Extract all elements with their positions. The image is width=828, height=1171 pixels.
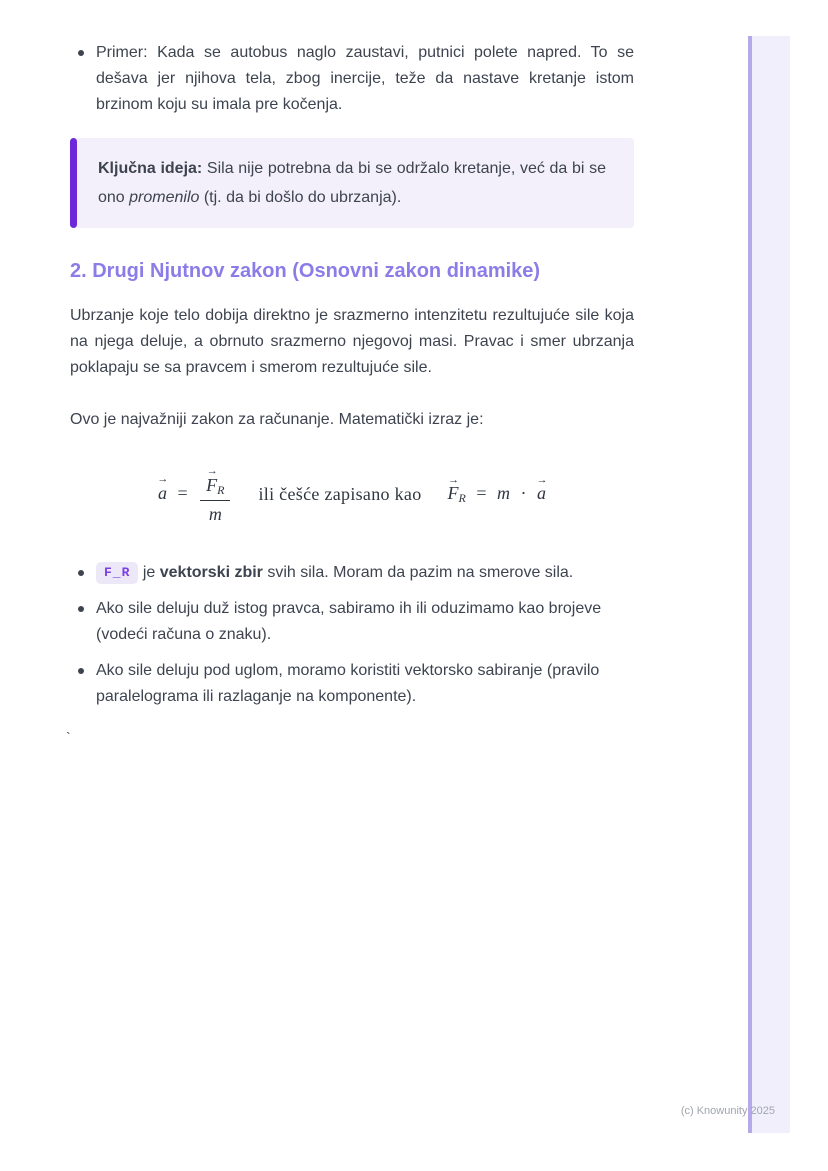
vector-arrow-icon: → xyxy=(206,465,218,478)
vector-a: → a xyxy=(536,473,548,504)
formula-rhs xyxy=(447,473,548,506)
list-item xyxy=(70,596,634,648)
example-list xyxy=(70,40,634,118)
vector-arrow-icon: → xyxy=(157,473,169,486)
list-item xyxy=(70,658,634,710)
bullet-marker-icon xyxy=(78,570,84,576)
bullet-angle-text: Ako sile deluju pod uglom, moramo koristiti vektorsko sabiranje (pravilo paralelograma ili razlaganje na komponente). xyxy=(96,661,600,705)
mass-symbol: m xyxy=(497,483,511,504)
list-item xyxy=(70,560,634,586)
stray-backtick-char: ` xyxy=(66,728,71,745)
math-formula xyxy=(70,463,634,526)
bullet-primer-text: Primer: Kada se autobus naglo zaustavi, putnici polete napred. To se dešava jer njihova tela, zbog inercije, teže da nastave kretanje istom brzinom koju su imala pre kočenja. xyxy=(96,44,634,113)
page-edge-bar xyxy=(748,36,790,1133)
callout-body-2: (tj. da bi došlo do ubrzanja). xyxy=(199,189,402,206)
callout-label: Ključna ideja: xyxy=(98,160,203,177)
vector-arrow-icon: → xyxy=(448,473,460,486)
vector-F: → F xyxy=(206,465,218,495)
bullet-marker-icon xyxy=(78,606,84,612)
fr-code-chip: F_R xyxy=(96,562,138,584)
vector-F: → F xyxy=(447,473,460,504)
callout-accent-bar xyxy=(70,138,77,228)
callout-italic-word: promenilo xyxy=(129,189,200,206)
bullet-same-direction-text: Ako sile deluju duž istog pravca, sabiramo ih ili oduzimamo kao brojeve (vodeći računa o znaku). xyxy=(96,599,602,643)
fraction-numerator xyxy=(200,463,230,501)
subscript-R: R xyxy=(458,491,466,506)
bullet-marker-icon xyxy=(78,50,84,56)
dot-operator: · xyxy=(520,483,527,504)
formula-lhs xyxy=(158,463,233,526)
intro-to-formula-paragraph: Ovo je najvažniji zakon za računanje. Matematički izraz je: xyxy=(70,411,484,428)
vector-arrow-icon: → xyxy=(536,473,548,486)
callout-text xyxy=(98,154,606,212)
callout-body-1: Sila nije potrebna da bi se održalo kretanje, već da bi se ono xyxy=(98,160,606,206)
section-heading: 2. Drugi Njutnov zakon (Osnovni zakon dinamike) xyxy=(70,260,541,282)
copyright-watermark: (c) Knowunity 2025 xyxy=(680,1105,775,1117)
equals-sign: = xyxy=(476,483,487,504)
equals-sign: = xyxy=(177,482,188,503)
law-definition-paragraph: Ubrzanje koje telo dobija direktno je srazmerno intenzitetu rezultujuće sile koja na njega deluje, a obrnuto srazmerno njegovoj masi. Pravac i smer ubrzanja poklapaju se sa pravcem i smerom rezultujuće sile. xyxy=(70,307,634,376)
list-item xyxy=(70,40,634,118)
formula-connector-text: ili češće zapisano kao xyxy=(258,483,422,504)
subscript-R: R xyxy=(217,483,225,497)
key-idea-callout xyxy=(70,138,634,228)
rules-list xyxy=(70,560,634,710)
bullet-fr-text-2: svih sila. Moram da pazim na smerove sila. xyxy=(262,563,574,581)
fraction-denominator: m xyxy=(208,504,222,525)
bullet-fr-text-1: je xyxy=(138,563,160,581)
vector-a: → a xyxy=(157,473,169,503)
bullet-marker-icon xyxy=(78,668,84,674)
bullet-fr-bold: vektorski zbir xyxy=(159,563,263,581)
document-content xyxy=(66,40,634,750)
fraction xyxy=(200,463,230,526)
